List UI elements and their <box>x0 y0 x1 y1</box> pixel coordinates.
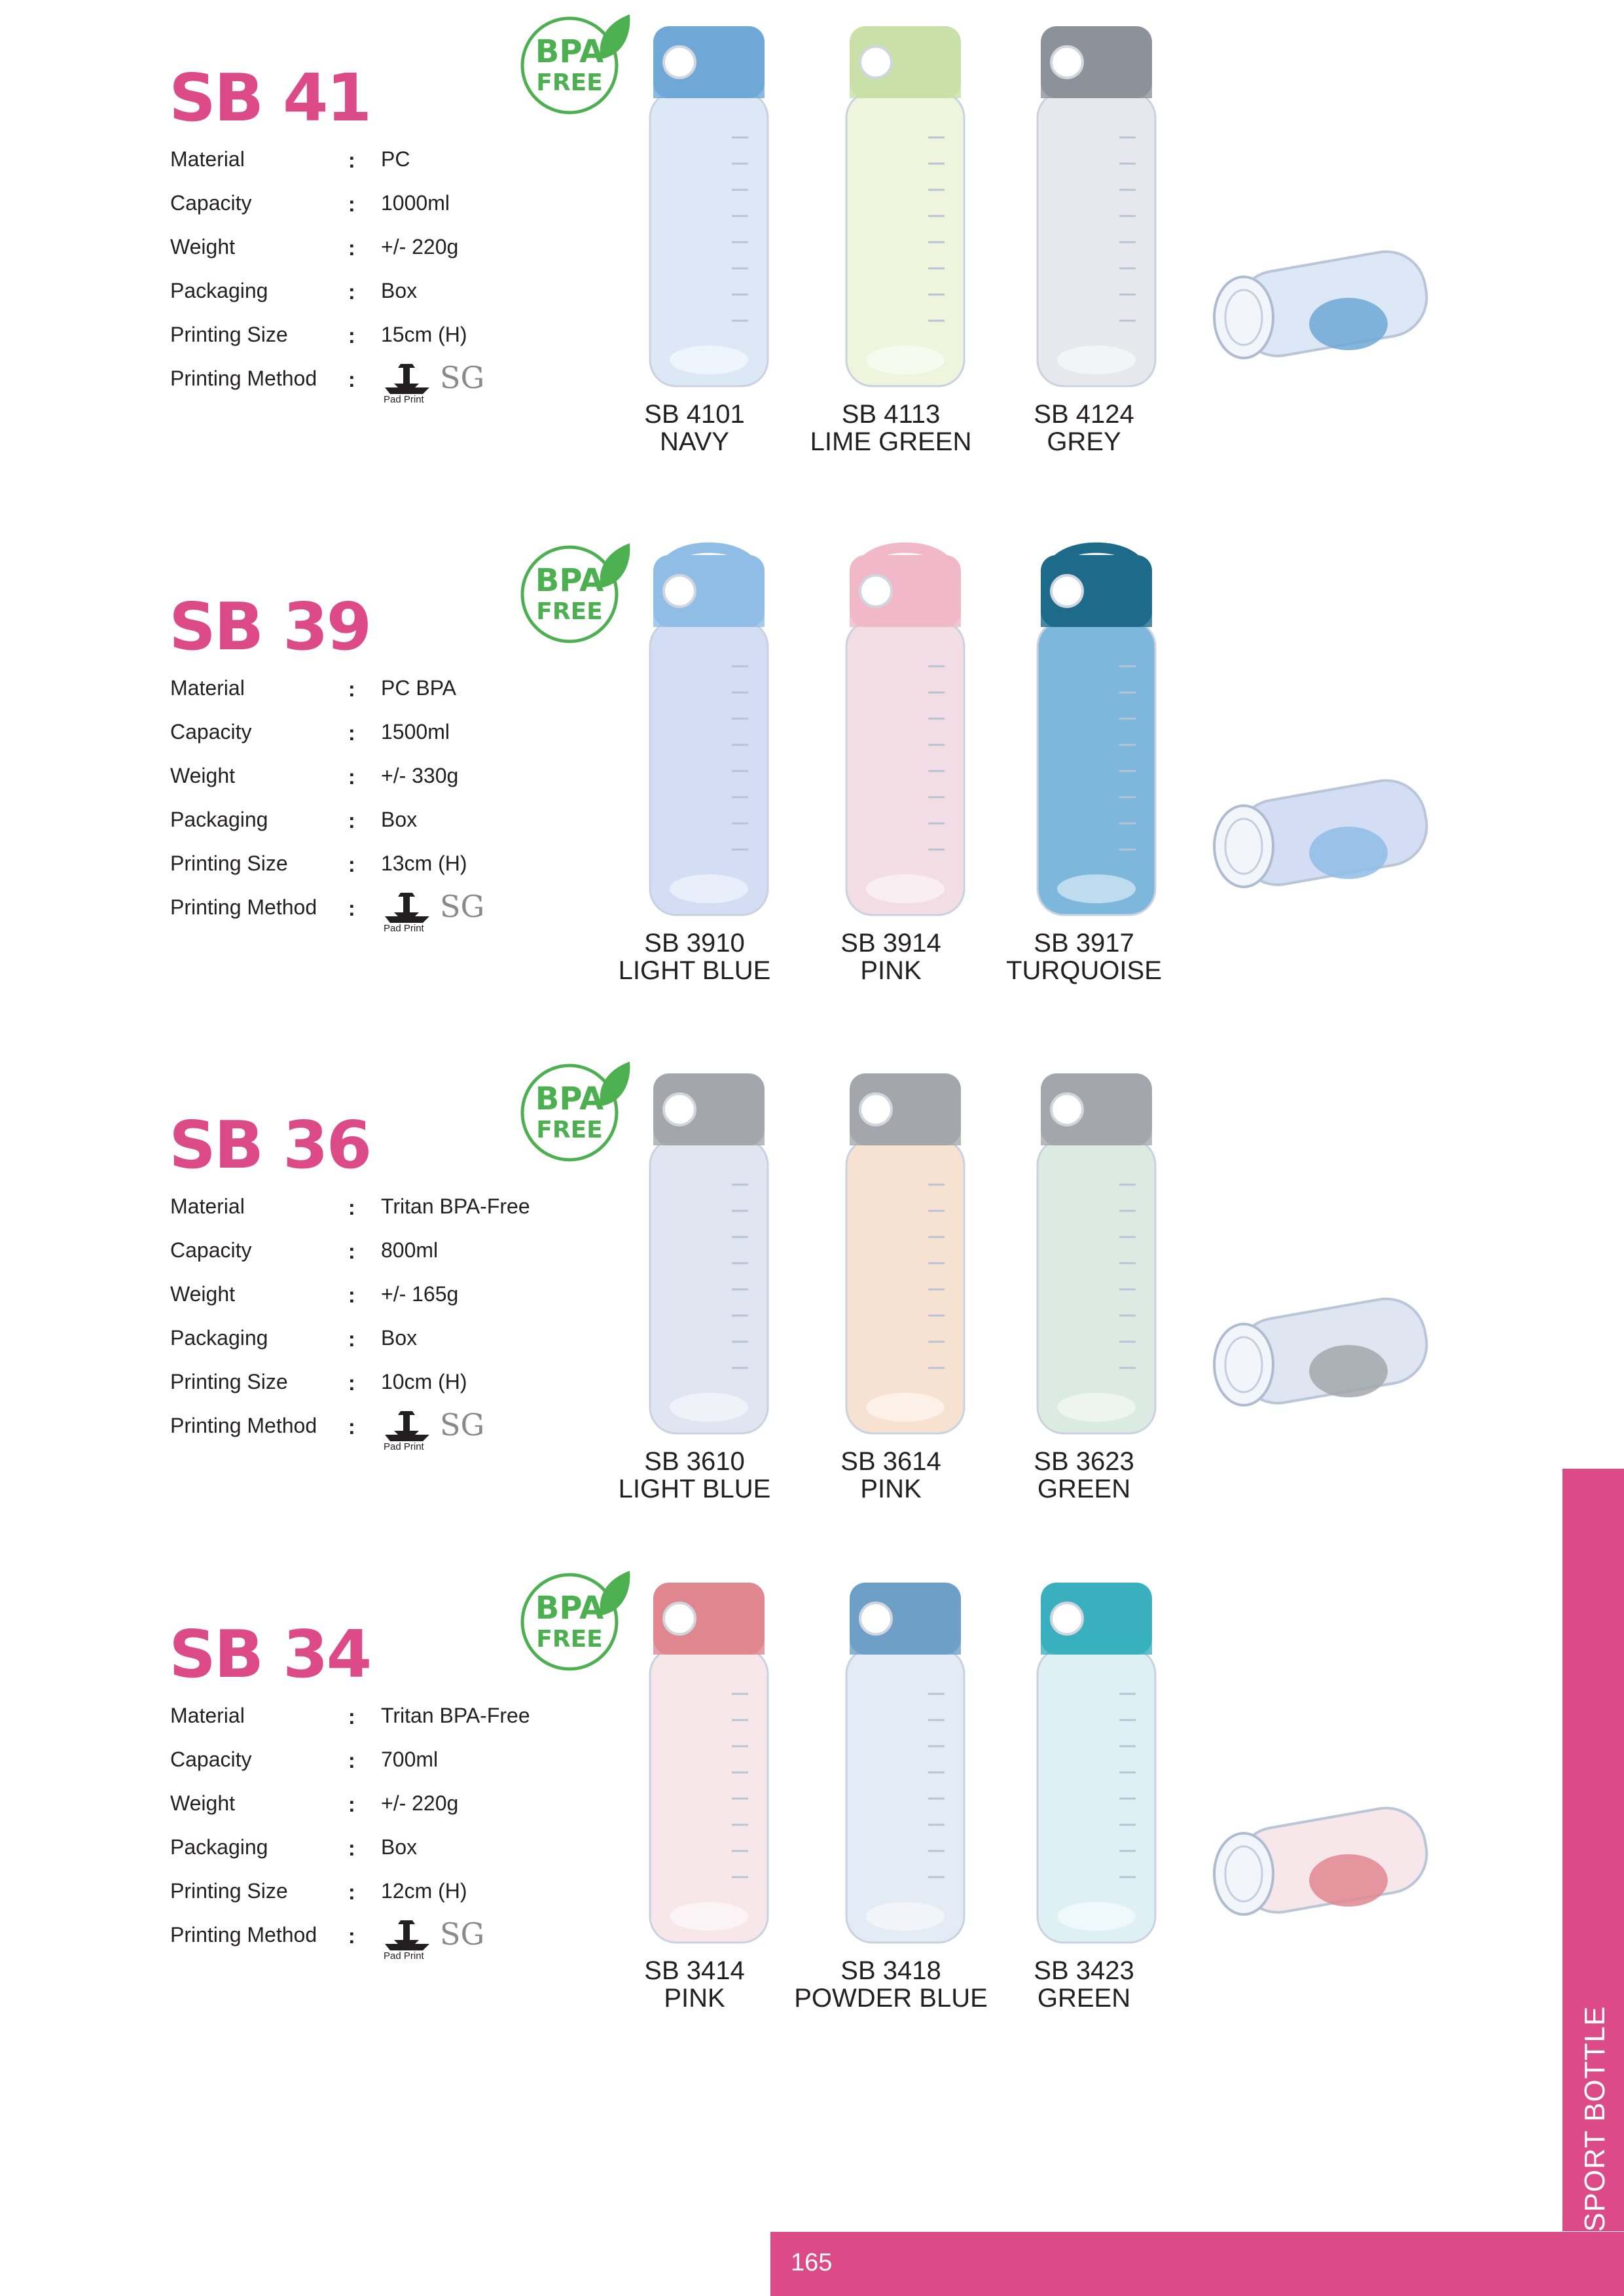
model-title: SB 39 <box>169 588 370 665</box>
bpa-text: BPA <box>535 1081 604 1117</box>
spec-label: Printing Method <box>170 1923 317 1946</box>
pad-print-label: Pad Print <box>384 394 424 405</box>
variant-caption <box>793 1957 989 2012</box>
spec-colon: : <box>348 1371 355 1395</box>
spec-row-material <box>170 1194 628 1238</box>
spec-value: Tritan BPA-Free <box>381 1704 530 1727</box>
spec-row-printing-method <box>170 360 628 410</box>
spec-row-capacity <box>170 1748 628 1791</box>
spec-label: Printing Method <box>170 895 317 919</box>
spec-colon: : <box>348 1283 355 1307</box>
page-number: 165 <box>791 2249 833 2276</box>
spec-row-capacity <box>170 1238 628 1282</box>
spec-label: Packaging <box>170 808 268 831</box>
variant-caption <box>793 401 989 456</box>
spec-value: +/- 220g <box>381 235 459 259</box>
variant-code: SB 3614 <box>840 1447 941 1476</box>
spec-row-packaging <box>170 1835 628 1879</box>
variant-color: GREEN <box>1037 1475 1131 1503</box>
spec-colon: : <box>348 809 355 833</box>
spec-value: 12cm (H) <box>381 1879 467 1903</box>
variant-caption <box>596 1448 793 1503</box>
spec-label: Weight <box>170 1282 236 1306</box>
variant-code: SB 3423 <box>1034 1956 1134 1985</box>
spec-value: PC BPA <box>381 676 456 700</box>
spec-row-weight <box>170 764 628 808</box>
spec-row-weight <box>170 1791 628 1835</box>
spec-row-printing-size <box>170 852 628 895</box>
variant-color: LIGHT BLUE <box>618 956 771 985</box>
spec-colon: : <box>348 324 355 348</box>
spec-value: 800ml <box>381 1238 439 1262</box>
spec-value: +/- 165g <box>381 1282 459 1306</box>
spec-row-material <box>170 676 628 720</box>
spec-colon: : <box>348 368 355 391</box>
spec-colon: : <box>348 192 355 216</box>
spec-label: Capacity <box>170 720 252 744</box>
spec-value: +/- 330g <box>381 764 459 787</box>
spec-value: PC <box>381 147 410 171</box>
bottle-image <box>634 1563 784 1949</box>
open-bottle-detail-image <box>1198 758 1447 915</box>
spec-label: Weight <box>170 764 236 787</box>
spec-label: Printing Size <box>170 1370 288 1393</box>
variant-color: TURQUOISE <box>1006 956 1162 985</box>
variant-caption <box>986 929 1182 984</box>
product-section <box>0 0 1506 511</box>
variant-color: PINK <box>664 1984 725 2013</box>
bottle-image <box>830 535 981 922</box>
spec-colon: : <box>348 1880 355 1904</box>
sg-label: SG <box>440 1916 485 1952</box>
spec-row-capacity <box>170 720 628 764</box>
spec-colon: : <box>348 1793 355 1816</box>
open-bottle-detail-image <box>1198 1276 1447 1433</box>
variant-caption <box>793 1448 989 1503</box>
spec-label: Material <box>170 676 245 700</box>
spec-row-packaging <box>170 1326 628 1370</box>
spec-row-printing-method <box>170 889 628 939</box>
variant-code: SB 4101 <box>644 400 745 429</box>
spec-label: Printing Method <box>170 367 317 390</box>
spec-colon: : <box>348 721 355 745</box>
bottle-image <box>1021 7 1172 393</box>
variant-caption <box>986 1448 1182 1503</box>
model-title: SB 41 <box>169 60 370 136</box>
spec-label: Capacity <box>170 191 252 215</box>
open-bottle-detail-image <box>1198 1785 1447 1943</box>
spec-value: Box <box>381 808 418 831</box>
spec-value: Tritan BPA-Free <box>381 1194 530 1218</box>
spec-colon: : <box>348 677 355 701</box>
variant-color: NAVY <box>660 427 729 456</box>
spec-label: Material <box>170 147 245 171</box>
spec-colon: : <box>348 853 355 876</box>
spec-label: Printing Method <box>170 1414 317 1437</box>
spec-colon: : <box>348 1837 355 1860</box>
spec-value: 700ml <box>381 1748 439 1771</box>
variant-code: SB 4124 <box>1034 400 1134 429</box>
sg-label: SG <box>440 360 485 395</box>
bpa-free-badge <box>517 1563 635 1674</box>
variant-code: SB 3610 <box>644 1447 745 1476</box>
spec-colon: : <box>348 897 355 920</box>
variant-caption <box>596 1957 793 2012</box>
variant-color: PINK <box>860 1475 922 1503</box>
bottle-image <box>1021 1563 1172 1949</box>
variant-caption <box>793 929 989 984</box>
variant-color: POWDER BLUE <box>794 1984 988 2013</box>
spec-colon: : <box>348 1924 355 1948</box>
free-text: FREE <box>536 1117 603 1143</box>
spec-label: Capacity <box>170 1238 252 1262</box>
product-section <box>0 529 1506 1039</box>
spec-colon: : <box>348 236 355 260</box>
pad-print-label: Pad Print <box>384 923 424 934</box>
bottle-image <box>830 1054 981 1440</box>
spec-label: Printing Size <box>170 1879 288 1903</box>
variant-color: GREEN <box>1037 1984 1131 2013</box>
variant-caption <box>596 929 793 984</box>
spec-row-printing-method <box>170 1407 628 1458</box>
variant-caption <box>986 1957 1182 2012</box>
free-text: FREE <box>536 1626 603 1653</box>
variant-code: SB 3914 <box>840 929 941 958</box>
model-title: SB 34 <box>169 1616 370 1693</box>
spec-row-material <box>170 147 628 191</box>
bpa-free-badge <box>517 7 635 118</box>
category-label: SPORT BOTTLE <box>1579 2005 1611 2232</box>
bpa-free-badge <box>517 1054 635 1165</box>
sg-label: SG <box>440 889 485 924</box>
spec-value: Box <box>381 1835 418 1859</box>
product-section <box>0 1556 1506 2067</box>
spec-colon: : <box>348 280 355 304</box>
free-text: FREE <box>536 69 603 96</box>
open-bottle-detail-image <box>1198 229 1447 386</box>
spec-row-printing-method <box>170 1916 628 1967</box>
spec-value: Box <box>381 1326 418 1350</box>
spec-colon: : <box>348 1196 355 1219</box>
spec-value: +/- 220g <box>381 1791 459 1815</box>
free-text: FREE <box>536 598 603 625</box>
spec-row-printing-size <box>170 1879 628 1923</box>
spec-colon: : <box>348 765 355 789</box>
bottle-image <box>634 7 784 393</box>
bottle-image <box>634 535 784 922</box>
spec-value: 1000ml <box>381 191 450 215</box>
pad-print-label: Pad Print <box>384 1950 424 1962</box>
spec-row-material <box>170 1704 628 1748</box>
variant-code: SB 3917 <box>1034 929 1134 958</box>
model-title: SB 36 <box>169 1107 370 1183</box>
variant-code: SB 3623 <box>1034 1447 1134 1476</box>
bottle-image <box>634 1054 784 1440</box>
bottle-image <box>1021 1054 1172 1440</box>
bottle-image <box>830 1563 981 1949</box>
variant-code: SB 3414 <box>644 1956 745 1985</box>
spec-label: Packaging <box>170 1835 268 1859</box>
variant-code: SB 4113 <box>841 400 941 429</box>
product-section <box>0 1047 1506 1558</box>
spec-label: Material <box>170 1704 245 1727</box>
spec-value: 10cm (H) <box>381 1370 467 1393</box>
variant-color: GREY <box>1047 427 1121 456</box>
footer-bar <box>770 2232 1624 2296</box>
spec-row-capacity <box>170 191 628 235</box>
bottle-image <box>830 7 981 393</box>
spec-row-printing-size <box>170 323 628 367</box>
variant-color: PINK <box>860 956 922 985</box>
spec-colon: : <box>348 1327 355 1351</box>
pad-print-label: Pad Print <box>384 1441 424 1452</box>
bottle-image <box>1021 535 1172 922</box>
spec-label: Printing Size <box>170 852 288 875</box>
spec-value: 15cm (H) <box>381 323 467 346</box>
spec-label: Capacity <box>170 1748 252 1771</box>
spec-row-weight <box>170 1282 628 1326</box>
variant-code: SB 3418 <box>840 1956 941 1985</box>
variant-color: LIGHT BLUE <box>618 1475 771 1503</box>
spec-value: 1500ml <box>381 720 450 744</box>
spec-label: Printing Size <box>170 323 288 346</box>
spec-colon: : <box>348 149 355 172</box>
spec-row-packaging <box>170 279 628 323</box>
spec-colon: : <box>348 1240 355 1263</box>
bpa-text: BPA <box>535 1590 604 1626</box>
variant-caption <box>986 401 1182 456</box>
spec-label: Weight <box>170 1791 236 1815</box>
spec-label: Material <box>170 1194 245 1218</box>
spec-row-printing-size <box>170 1370 628 1414</box>
spec-row-packaging <box>170 808 628 852</box>
spec-value: 13cm (H) <box>381 852 467 875</box>
bpa-text: BPA <box>535 562 604 599</box>
bpa-free-badge <box>517 535 635 647</box>
spec-colon: : <box>348 1705 355 1729</box>
spec-colon: : <box>348 1415 355 1439</box>
spec-value: Box <box>381 279 418 302</box>
bpa-text: BPA <box>535 33 604 70</box>
spec-label: Packaging <box>170 1326 268 1350</box>
sg-label: SG <box>440 1407 485 1443</box>
spec-colon: : <box>348 1749 355 1772</box>
variant-caption <box>596 401 793 456</box>
spec-row-weight <box>170 235 628 279</box>
spec-label: Packaging <box>170 279 268 302</box>
variant-code: SB 3910 <box>644 929 745 958</box>
spec-label: Weight <box>170 235 236 259</box>
variant-color: LIME GREEN <box>810 427 972 456</box>
